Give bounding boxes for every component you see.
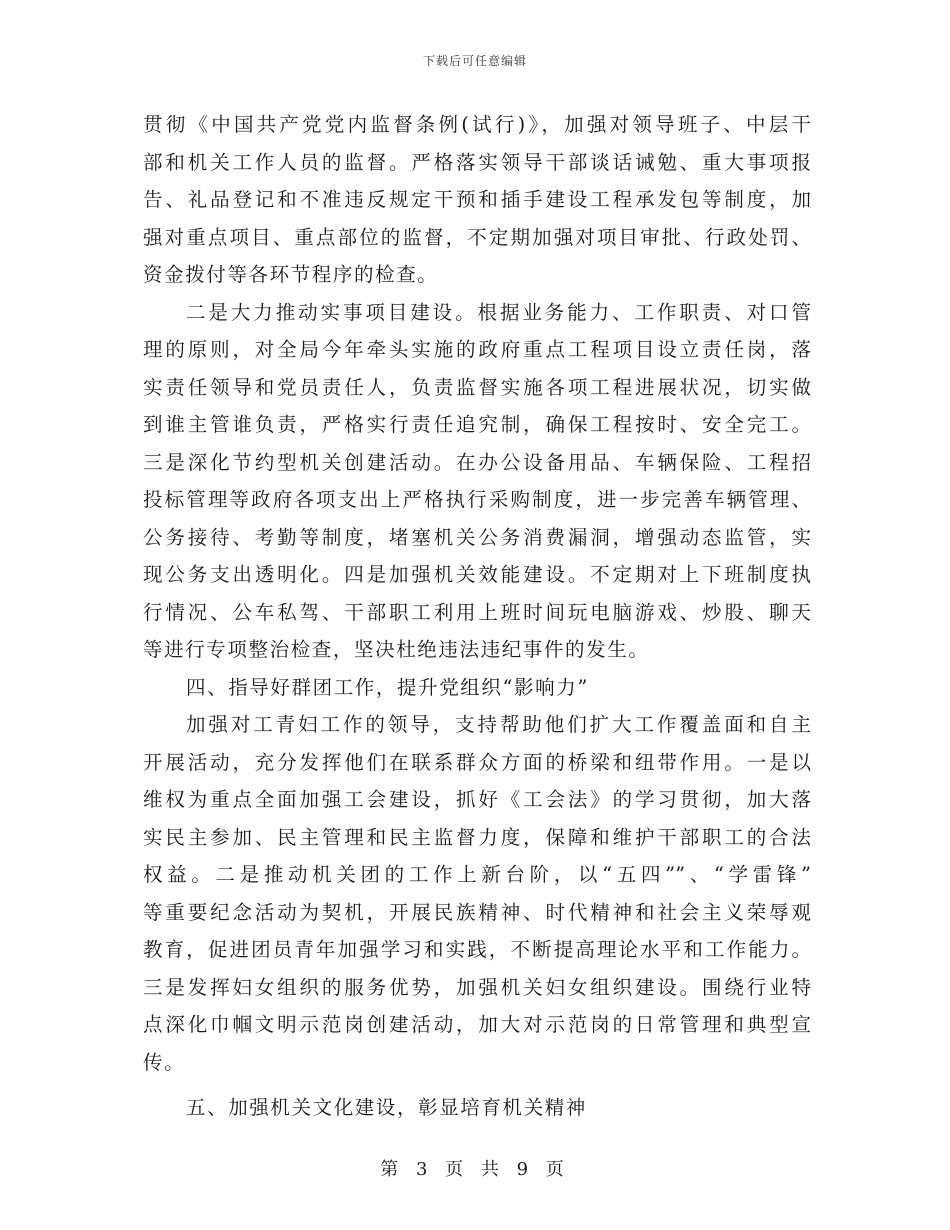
- body-line: 资金拨付等各环节程序的检查。: [143, 263, 439, 286]
- body-line: 权益。二是推动机关团的工作上新台阶，以“五四””、“学雷锋”: [143, 863, 811, 886]
- body-line: 传。: [143, 1050, 186, 1074]
- page-number: 第 3 页 共 9 页: [380, 1159, 570, 1180]
- body-line: 公务接待、考勤等制度，堵塞机关公务消费漏洞，增强动态监管，实: [143, 525, 811, 549]
- body-line: 理的原则，对全局今年牵头实施的政府重点工程项目设立责任岗，落: [143, 338, 811, 361]
- body-line: 点深化巾帼文明示范岗创建活动，加大对示范岗的日常管理和典型宣: [143, 1013, 811, 1036]
- body-line: 等进行专项整治检查，坚决杜绝违法违纪事件的发生。: [143, 638, 650, 661]
- page-header: 下载后可任意编辑: [422, 54, 527, 68]
- body-line: 现公务支出透明化。四是加强机关效能建设。不定期对上下班制度执: [143, 563, 811, 586]
- body-line: 三是深化节约型机关创建活动。在办公设备用品、车辆保险、工程招: [143, 450, 811, 474]
- body-line: 加强对工青妇工作的领导，支持帮助他们扩大工作覆盖面和自主: [186, 713, 811, 736]
- body-line: 贯彻《中国共产党党内监督条例(试行)》，加强对领导班子、中层干: [143, 113, 811, 136]
- body-line: 等重要纪念活动为契机，开展民族精神、时代精神和社会主义荣辱观: [143, 900, 811, 924]
- body-line: 部和机关工作人员的监督。严格落实领导干部谈话诫勉、重大事项报: [143, 150, 811, 174]
- body-line: 告、礼品登记和不准违反规定干预和插手建设工程承发包等制度，加: [143, 188, 811, 211]
- body-line: 实民主参加、民主管理和民主监督力度，保障和维护干部职工的合法: [143, 825, 811, 849]
- body-line: 开展活动，充分发挥他们在联系群众方面的桥梁和纽带作用。一是以: [143, 750, 811, 774]
- paragraph-gap: [143, 1081, 811, 1089]
- body-line: 投标管理等政府各项支出上严格执行采购制度，进一步完善车辆管理、: [143, 488, 811, 511]
- body-line: 行情况、公车私驾、干部职工利用上班时间玩电脑游戏、炒股、聊天: [143, 600, 811, 624]
- body-line: 教育，促进团员青年加强学习和实践，不断提高理论水平和工作能力。: [143, 938, 811, 961]
- section-heading: 四、指导好群团工作，提升党组织“影响力”: [186, 675, 589, 699]
- body-line: 实责任领导和党员责任人，负责监督实施各项工程进展状况，切实做: [143, 375, 811, 399]
- section-heading-final: 五、加强机关文化建设，彰显培育机关精神: [186, 1096, 587, 1119]
- body-line: 二是大力推动实事项目建设。根据业务能力、工作职责、对口管: [186, 300, 811, 324]
- body-line: 到谁主管谁负责，严格实行责任追究制，确保工程按时、安全完工。: [143, 413, 811, 436]
- body-line: 强对重点项目、重点部位的监督，不定期加强对项目审批、行政处罚、: [143, 225, 811, 249]
- document-body: [143, 106, 811, 1127]
- body-line: 维权为重点全面加强工会建设，抓好《工会法》的学习贯彻，加大落: [143, 788, 811, 811]
- body-line: 三是发挥妇女组织的服务优势，加强机关妇女组织建设。围绕行业特: [143, 975, 811, 999]
